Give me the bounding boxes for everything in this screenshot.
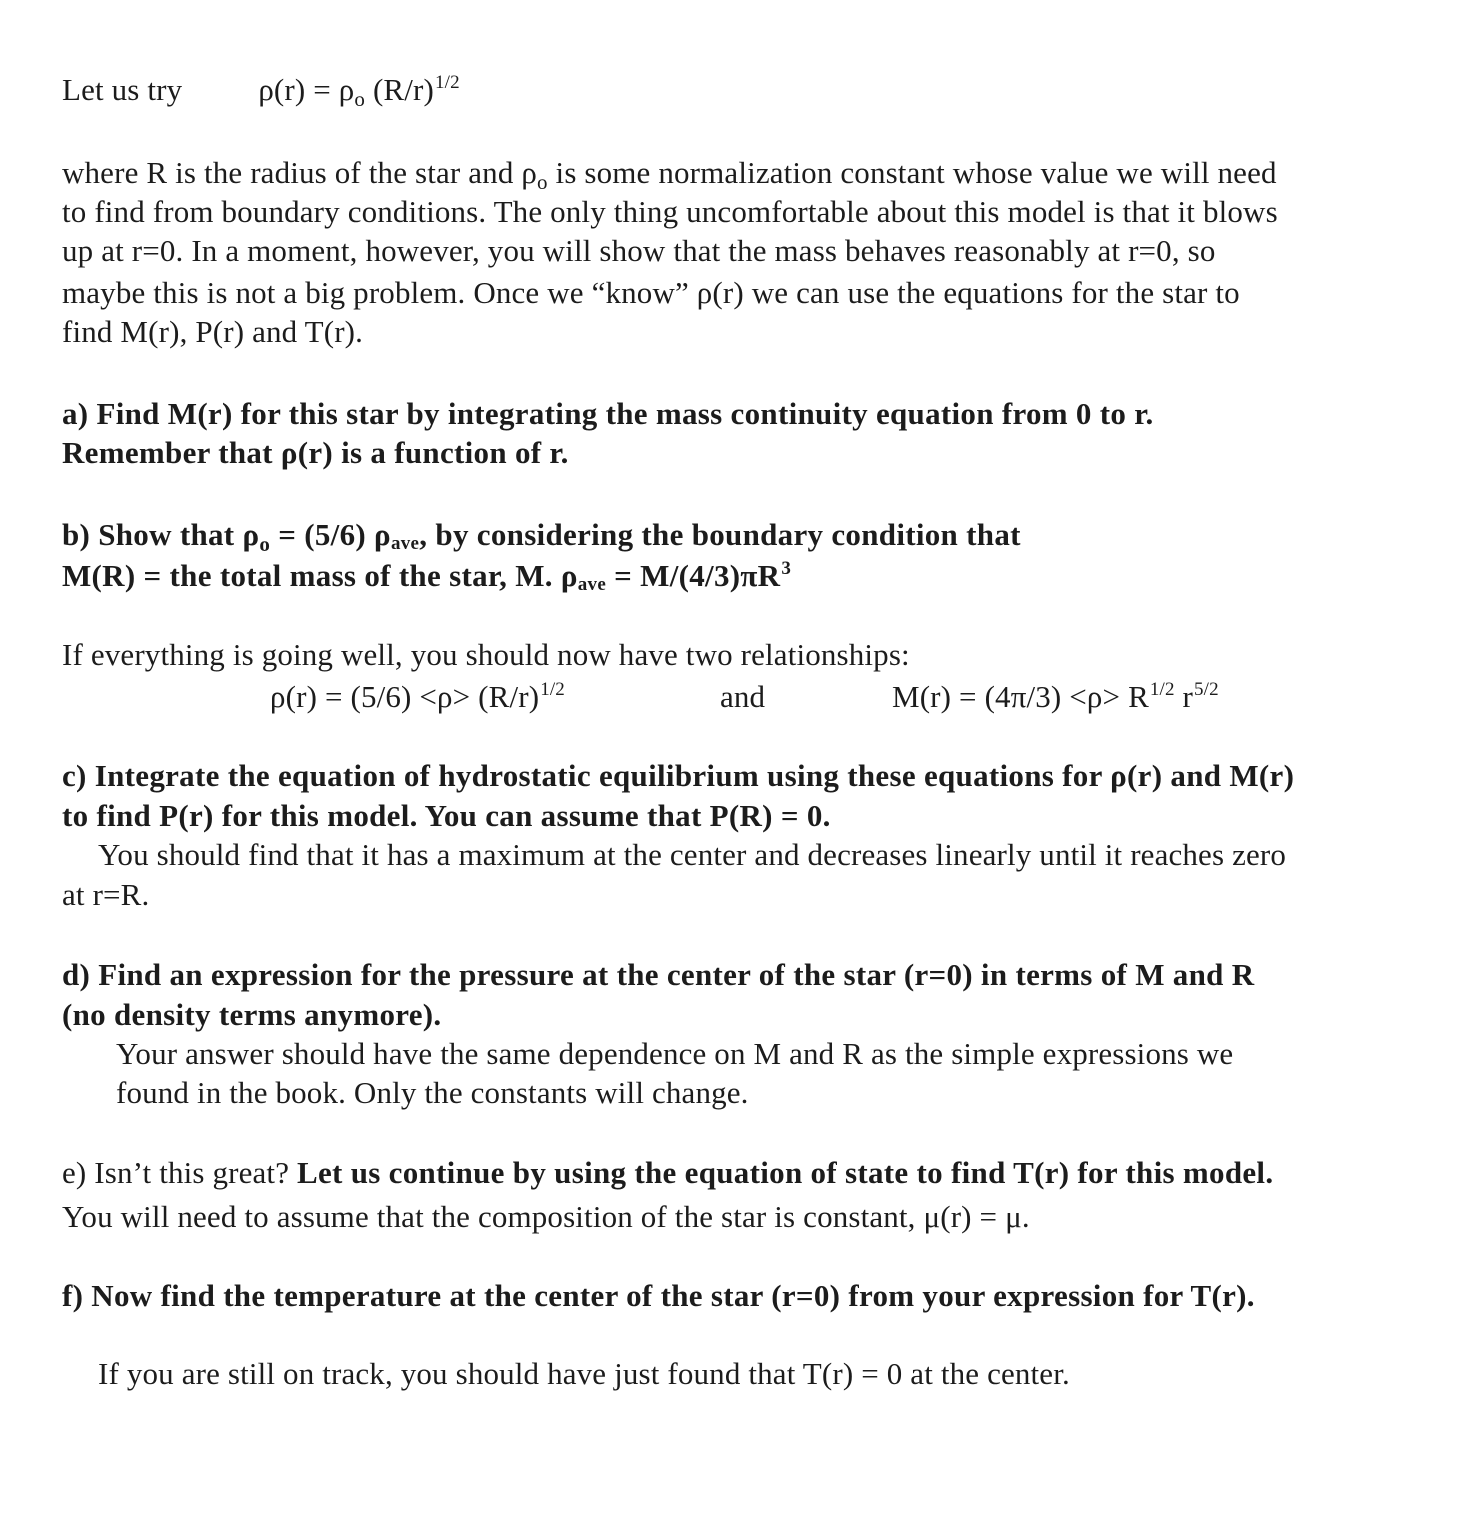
- para1-line3: up at r=0. In a moment, however, you will show that the mass behaves reasonably at r=0, so: [62, 233, 1216, 268]
- part-a-line1: a) Find M(r) for this star by integrating the mass continuity equation from 0 to r.: [62, 396, 1154, 431]
- part-b-line2: M(R) = the total mass of the star, M. $\rho ave = M/(4/3)\pi R^3$: [62, 558, 792, 595]
- para1-line5: find M(r), P(r) and T(r).: [62, 314, 364, 349]
- part-c-line4: at r=R.: [62, 877, 150, 912]
- part-e-line1: e) Isn’t this great? Let us continue by using the equation of state to find T(r) for this model.: [62, 1155, 1274, 1190]
- part-d-line2: (no density terms anymore).: [62, 997, 442, 1032]
- relations-intro: If everything is going well, you should now have two relationships:: [62, 637, 910, 672]
- part-e-line2: You will need to assume that the composition of the star is constant, μ(r) = μ.: [62, 1199, 1030, 1234]
- para1-line1: where R is the radius of the star and $\rho_o$ is some normalization constant whose value we will need: [62, 155, 1277, 194]
- part-c-line3: You should find that it has a maximum at the center and decreases linearly until it reaches zero: [98, 837, 1287, 872]
- relation-and: and: [720, 679, 766, 714]
- closing-line: If you are still on track, you should have just found that T(r) = 0 at the center.: [98, 1356, 1070, 1391]
- part-f-line1: f) Now find the temperature at the center of the star (r=0) from your expression for T(r).: [62, 1278, 1255, 1313]
- relation-density: $\rho(r) = (5/6) <\rho> (R/r)^{1/2}$: [270, 679, 565, 714]
- relation-mass: $M(r) = (4\pi/3) <\rho> R^{1/2}$ $r^{5/2}$: [892, 679, 1219, 714]
- part-b-line1: b) Show that $\rho_o = (5/6)$ ρave, by considering the boundary condition that: [62, 517, 1021, 556]
- part-d-line4: found in the book. Only the constants will change.: [116, 1075, 749, 1110]
- intro-equation: $\rho(r) = \rho_o$ $(R/r)^{1/2}$: [258, 72, 460, 111]
- part-d-line3: Your answer should have the same dependence on M and R as the simple expressions we: [116, 1036, 1234, 1071]
- part-a-line2: Remember that ρ(r) is a function of r.: [62, 435, 569, 470]
- part-c-line1: c) Integrate the equation of hydrostatic equilibrium using these equations for ρ(r) and M(r): [62, 758, 1295, 793]
- part-d-line1: d) Find an expression for the pressure at the center of the star (r=0) in terms of M and R: [62, 957, 1255, 992]
- para1-line2: to find from boundary conditions. The only thing uncomfortable about this model is that it blows: [62, 194, 1278, 229]
- part-c-line2: to find P(r) for this model. You can assume that P(R) = 0.: [62, 798, 831, 833]
- intro-line: [62, 70, 460, 115]
- para1-line4: maybe this is not a big problem. Once we “know” ρ(r) we can use the equations for the star to: [62, 275, 1240, 310]
- intro-label: Let us try: [62, 72, 183, 107]
